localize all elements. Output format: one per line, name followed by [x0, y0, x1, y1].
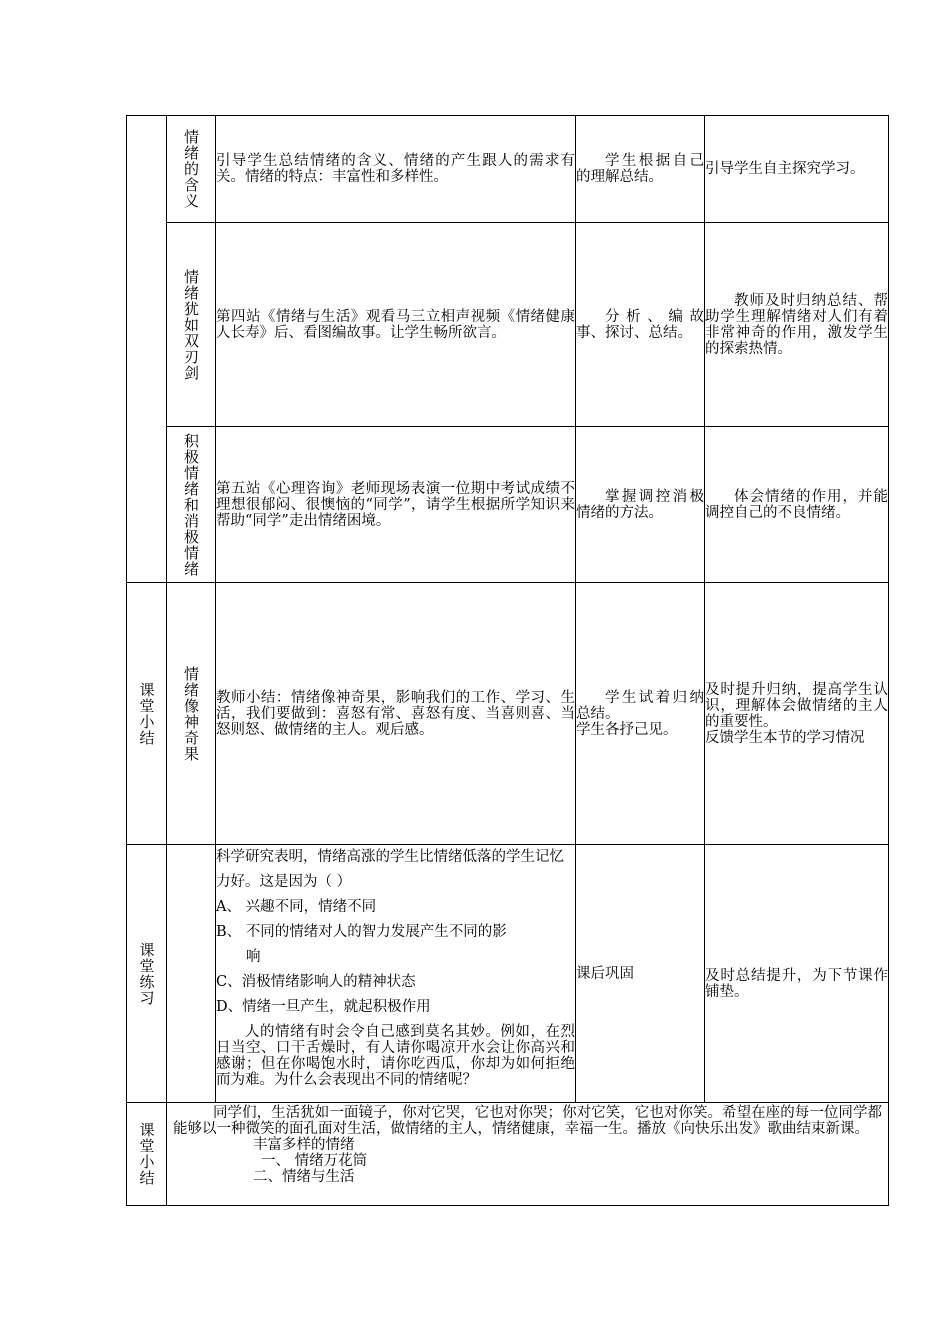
exercise-option-b-cont: 响 [246, 949, 261, 965]
purpose-text: 教师及时归纳总结、帮助学生理解情绪对人们有着非常神奇的作用，激发学生的探索热情。 [705, 292, 888, 357]
teacher-activity-text: 教师小结：情绪像神奇果，影响我们的工作、学习、生活，我们要做到：喜怒有常、喜怒有度、当喜则喜、当怒则怒、做情绪的主人。观后感。 [216, 689, 575, 738]
student-activity-cell [576, 427, 705, 583]
section-label: 课堂练习 [137, 941, 156, 1006]
summary-line: 二、情绪与生活 [253, 1169, 355, 1185]
student-activity-text: 课后巩固 [576, 965, 634, 982]
exercise-option-b: B、 不同的情绪对人的智力发展产生不同的影 [216, 924, 507, 940]
topic-cell-empty [167, 845, 216, 1103]
teacher-activity-cell [216, 116, 576, 223]
teacher-activity-cell [216, 583, 576, 845]
student-activity-text: 掌握调控消极情绪的方法。 [576, 488, 704, 521]
teacher-activity-text: 第五站《心理咨询》老师现场表演一位期中考试成绩不理想很郁闷、很懊恼的“同学”，请学生根据所学知识来帮助“同学”走出情绪困境。 [216, 480, 575, 529]
student-activity-text: 分析、编故事、探讨、总结。 [576, 308, 704, 341]
topic-label: 积极情绪和消极情绪 [182, 432, 200, 577]
purpose-text: 反馈学生本节的学习情况 [705, 729, 865, 746]
topic-label: 情绪像神奇果 [182, 665, 200, 762]
student-activity-cell [576, 845, 705, 1103]
topic-cell [167, 583, 216, 845]
exercise-option-d: D、情绪一旦产生，就起积极作用 [216, 999, 431, 1015]
exercise-cell [216, 845, 576, 1103]
section-cell [127, 845, 167, 1103]
teacher-activity-text: 引导学生总结情绪的含义、情绪的产生跟人的需求有关。情绪的特点：丰富性和多样性。 [216, 153, 575, 185]
exercise-option-a: A、 兴趣不同，情绪不同 [216, 899, 377, 915]
teacher-activity-text: 第四站《情绪与生活》观看马三立相声视频《情绪健康人长寿》后、看图编故事。让学生畅所欲言。 [216, 308, 575, 341]
topic-cell [167, 116, 216, 223]
topic-cell [167, 223, 216, 427]
purpose-cell [705, 427, 889, 583]
student-activity-text: 学生各抒己见。 [576, 721, 678, 738]
purpose-cell [705, 116, 889, 223]
purpose-cell [705, 845, 889, 1103]
summary-cell [167, 1103, 889, 1206]
purpose-text: 及时总结提升，为下节课作铺垫。 [705, 967, 888, 1000]
topic-cell [167, 427, 216, 583]
topic-label: 情绪的含义 [182, 129, 200, 209]
purpose-cell [705, 223, 889, 427]
table-row [127, 223, 889, 427]
teacher-activity-cell [216, 427, 576, 583]
purpose-text: 引导学生自主探究学习。 [705, 161, 865, 177]
table-row [127, 583, 889, 845]
table-row [127, 427, 889, 583]
teacher-activity-cell [216, 223, 576, 427]
student-activity-text: 学生根据自己的理解总结。 [576, 153, 704, 185]
lesson-plan-table [126, 115, 889, 1206]
summary-line: 一、 情绪万花筒 [261, 1153, 368, 1169]
exercise-option-c: C、消极情绪影响人的精神状态 [216, 974, 416, 990]
table-row [127, 1103, 889, 1206]
section-cell [127, 1103, 167, 1206]
summary-line: 丰富多样的情绪 [253, 1137, 355, 1153]
table-row [127, 116, 889, 223]
student-activity-text: 学生试着归纳总结。 [576, 689, 704, 722]
exercise-paragraph: 人的情绪有时会令自己感到莫名其妙。例如，在烈日当空、口干舌燥时，有人请你喝凉开水会让你高兴和感谢；但在你喝饱水时，请你吃西瓜，你却为如何拒绝而为难。为什么会表现出不同的情绪呢？ [216, 1024, 575, 1088]
section-label: 课堂小结 [137, 1122, 156, 1186]
section-cell [127, 583, 167, 845]
section-label: 课堂小结 [137, 681, 156, 746]
purpose-text: 及时提升归纳，提高学生认识，理解体会做情绪的主人的重要性。 [705, 681, 888, 730]
student-activity-cell [576, 583, 705, 845]
student-activity-cell [576, 116, 705, 223]
section-cell-empty [127, 116, 167, 583]
purpose-text: 体会情绪的作用，并能调控自己的不良情绪。 [705, 488, 888, 521]
summary-text: 同学们，生活犹如一面镜子，你对它哭，它也对你哭；你对它笑，它也对你笑。希望在座的每一位同学都能够以一种微笑的面孔面对生活，做情绪的主人，情绪健康，幸福一生。播放《向快乐出发》歌曲结束新课。 [173, 1105, 882, 1137]
purpose-cell [705, 583, 889, 845]
exercise-question: 科学研究表明，情绪高涨的学生比情绪低落的学生记忆力好。这是因为（ ） [216, 849, 564, 890]
table-row [127, 845, 889, 1103]
student-activity-cell [576, 223, 705, 427]
topic-label: 情绪犹如双刃剑 [182, 268, 200, 381]
